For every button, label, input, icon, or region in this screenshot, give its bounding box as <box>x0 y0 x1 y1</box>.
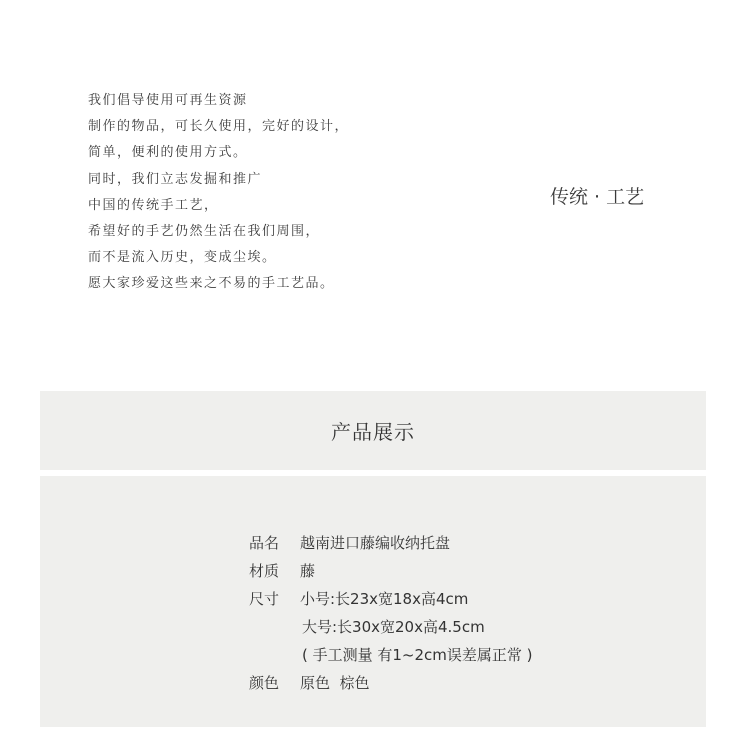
spec-value: 越南进口藤编收纳托盘 <box>300 533 451 552</box>
poem-line: 中国的传统手工艺， <box>88 197 219 213</box>
poem-line: 而不是流入历史，变成尘埃。 <box>88 250 277 266</box>
spec-list <box>249 528 533 696</box>
poem-line: 我们倡导使用可再生资源 <box>88 93 248 108</box>
poem-line: 简单，便利的使用方式。 <box>88 145 248 161</box>
poem-line: 愿大家珍爱这些来之不易的手工艺品。 <box>88 276 335 292</box>
spec-row-color <box>249 668 533 696</box>
spec-panel <box>40 476 706 727</box>
spec-label: 品名 <box>249 533 280 552</box>
spec-row-size <box>249 584 533 612</box>
spec-row-size-large <box>249 612 533 640</box>
spec-size-note: ( 手工测量 有1~2cm误差属正常 ) <box>302 645 533 664</box>
poem-line: 希望好的手艺仍然生活在我们周围， <box>88 224 321 240</box>
spec-value: 藤 <box>300 561 316 580</box>
section-title: 产品展示 <box>331 420 415 444</box>
poem-line: 制作的物品，可长久使用，完好的设计， <box>88 119 350 135</box>
intro-poem <box>88 88 349 298</box>
tagline: 传统 · 工艺 <box>550 186 645 208</box>
spec-label: 尺寸 <box>249 589 280 608</box>
section-header <box>40 391 706 470</box>
spec-value: 原色 棕色 <box>300 673 370 692</box>
spec-label: 材质 <box>249 561 280 580</box>
spec-label: 颜色 <box>249 673 280 692</box>
poem-line: 同时，我们立志发掘和推广 <box>88 171 263 187</box>
spec-value-small: 小号:长23x宽18x高4cm <box>300 589 469 608</box>
spec-row-name <box>249 528 533 556</box>
spec-row-size-note <box>249 640 533 668</box>
spec-row-material <box>249 556 533 584</box>
spec-value-large: 大号:长30x宽20x高4.5cm <box>302 617 485 636</box>
